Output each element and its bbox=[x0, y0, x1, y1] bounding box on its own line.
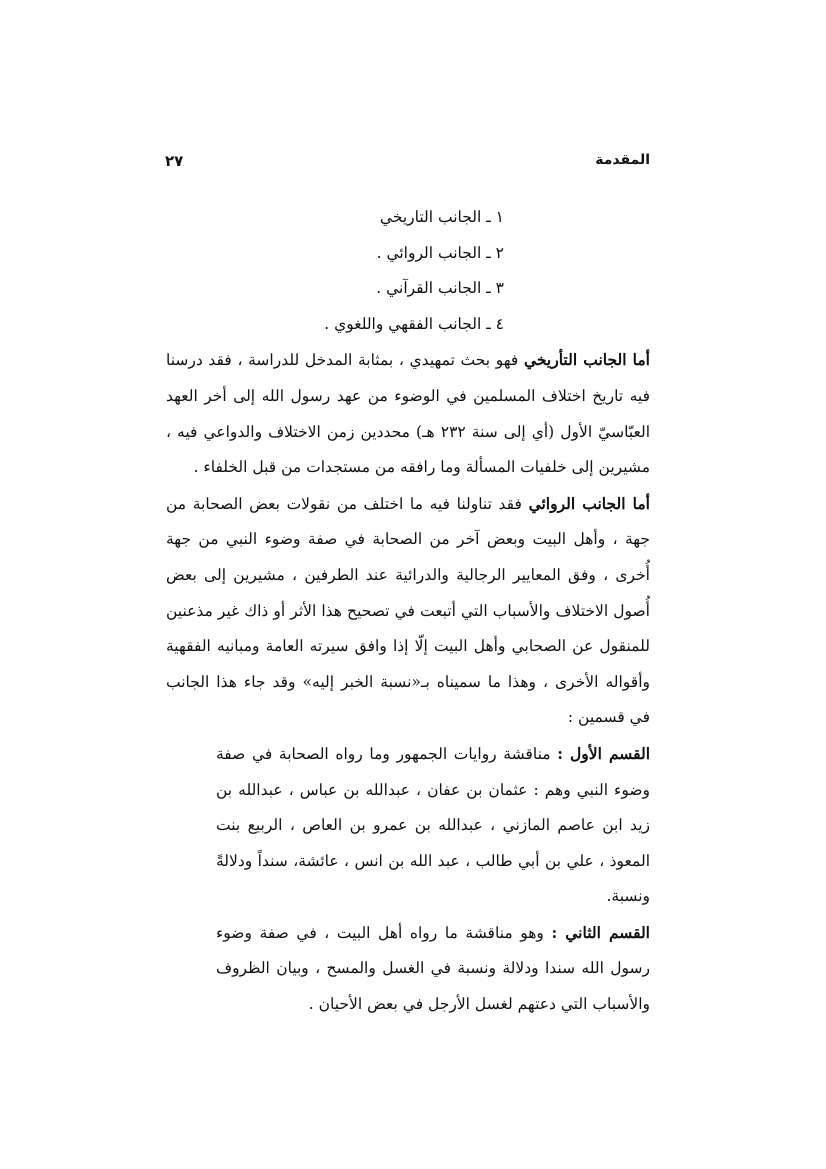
body-text bbox=[166, 200, 650, 1023]
list-item: ٣ ـ الجانب القرآني . bbox=[376, 279, 504, 298]
list-item: ٢ ـ الجانب الروائي . bbox=[376, 243, 504, 262]
paragraph-historical bbox=[166, 342, 650, 485]
page-header bbox=[165, 152, 650, 176]
section-text: وهو مناقشة ما رواه أهل البيت ، في صفة وضوء رسول الله سندا ودلالة ونسبة في الغسل والمسح ، وبيان الظروف والأسباب التي دعتهم لغسل الأرجل في بعض الأحيان . bbox=[216, 923, 650, 1014]
paragraph-narrative bbox=[166, 486, 650, 736]
page-number: ٢٧ bbox=[165, 152, 184, 170]
list-item: ٤ ـ الجانب الفقهي واللغوي . bbox=[324, 314, 504, 333]
aspects-list bbox=[166, 200, 650, 342]
running-title: المقدمة bbox=[595, 152, 650, 168]
paragraph-text: فهو بحث تمهيدي ، بمثابة المدخل للدراسة ، فقد درسنا فيه تاريخ اختلاف المسلمين في الوضوء من عهد رسول الله إلى أخر العهد العبّاسيّ الأول (أي إلى سنة ٢٣٢ هـ) محددين زمن الاختلاف والدواعي فيه ، مشيرين إلى خلفيات المسألة وما رافقه من مستجدات من قبل الخلفاء . bbox=[166, 351, 650, 477]
section-text: مناقشة روايات الجمهور وما رواه الصحابة في صفة وضوء النبي وهم : عثمان بن عفان ، عبدالله بن عباس ، عبدالله بن زيد ابن عاصم المازني ، عبدالله بن عمرو بن العاص ، الربيع بنت المعوذ ، علي بن أبي طالب ، عبد الله بن انس ، عائشة، سنداً ودلالةً ونسبة. bbox=[216, 744, 650, 906]
section-first bbox=[166, 736, 650, 915]
paragraph-lead: أما الجانب الروائي bbox=[528, 493, 650, 513]
section-second bbox=[166, 915, 650, 1023]
paragraph-lead: أما الجانب التأريخي bbox=[523, 350, 650, 370]
paragraph-text: فقد تناولنا فيه ما اختلف من نقولات بعض الصحابة من جهة ، وأهل البيت وبعض آخر من الصحابة في صفة وضوء النبي من جهة أُخرى ، وفق المعايير الرجالية والدرائية عند الطرفين ، مشيرين إلى بعض أُصول الاختلاف والأسباب التي أتبعت في تصحيح هذا الأثر أو ذاك غير مذعنين للمنقول عن الصحابي وأهل البيت إلّا إذا وافق سيرته العامة ومبانيه الفقهية وأقواله الأخرى ، وهذا ما سميناه بـ«نسبة الخبر إليه» وقد جاء هذا الجانب في قسمين : bbox=[166, 494, 650, 727]
list-item: ١ ـ الجانب التاريخي bbox=[379, 208, 504, 226]
section-lead: القسم الثاني : bbox=[551, 922, 650, 942]
section-lead: القسم الأول : bbox=[557, 743, 651, 763]
